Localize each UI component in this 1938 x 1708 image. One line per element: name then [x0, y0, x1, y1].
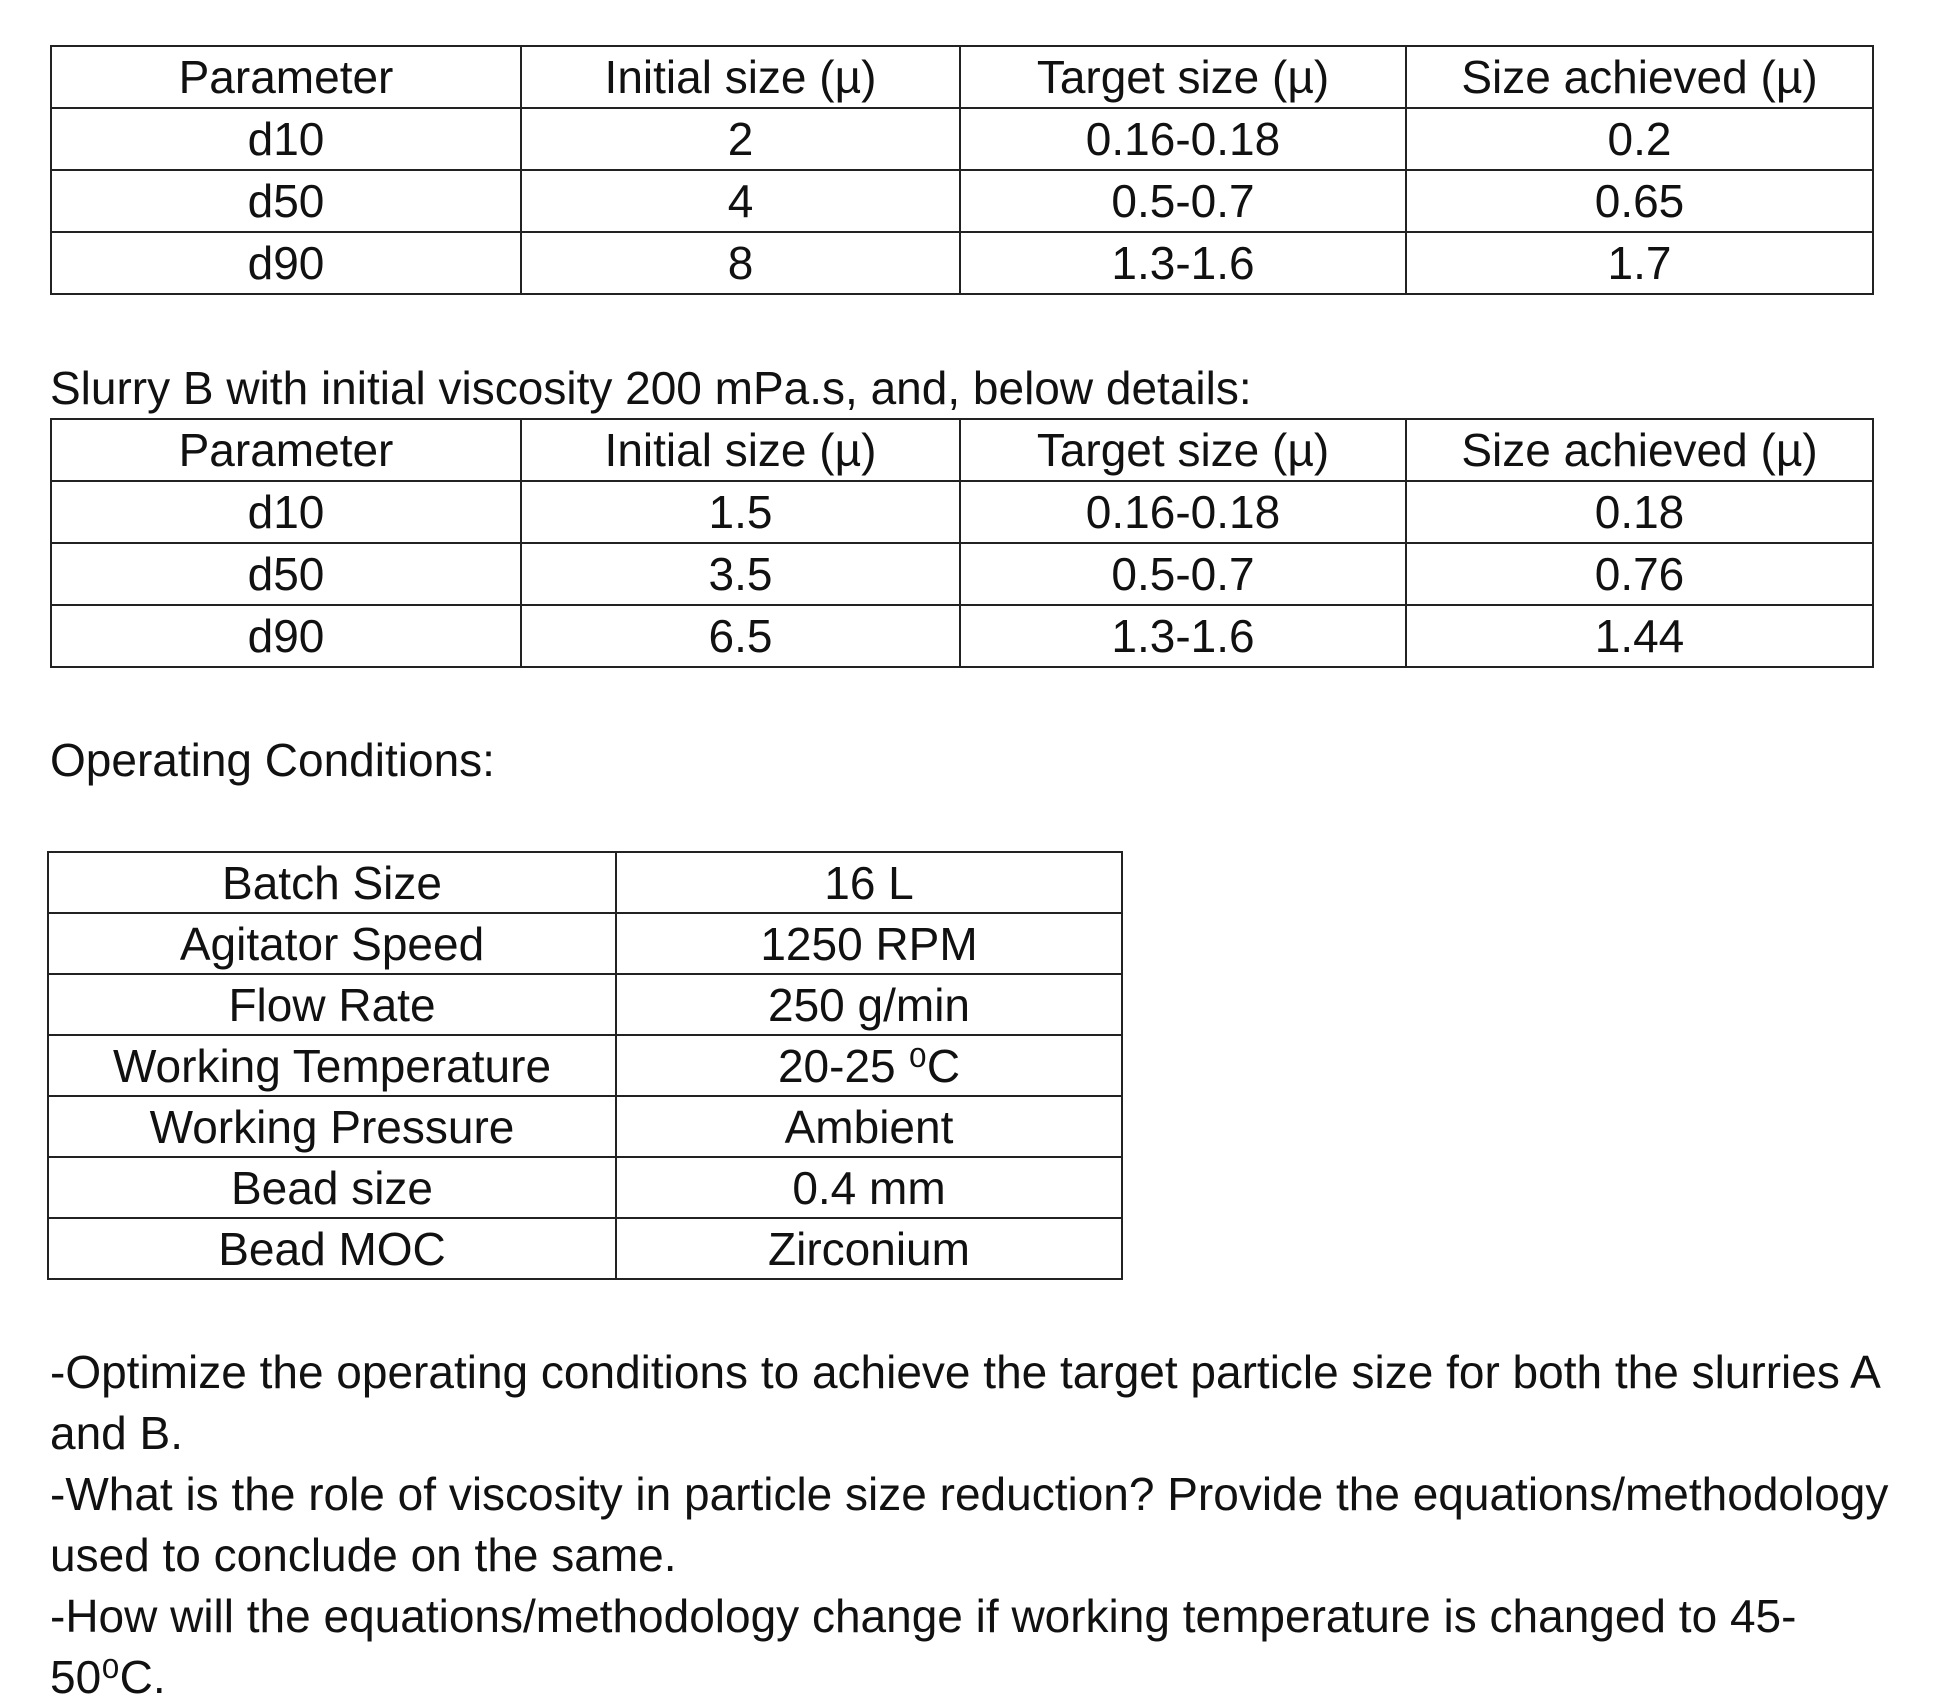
header-parameter: Parameter	[51, 46, 521, 108]
condition-label: Batch Size	[48, 852, 616, 913]
condition-label: Bead MOC	[48, 1218, 616, 1279]
question-1: -Optimize the operating conditions to achieve the target particle size for both the slurries A and B.	[50, 1346, 1879, 1459]
slurry-b-table	[50, 418, 1874, 668]
cell-target-size: 0.5-0.7	[960, 170, 1406, 232]
cell-size-achieved: 1.44	[1406, 605, 1873, 667]
condition-value: 20-25 ⁰C	[616, 1035, 1122, 1096]
cell-initial-size: 6.5	[521, 605, 960, 667]
table-row	[48, 913, 1122, 974]
table-row	[51, 232, 1873, 294]
condition-label: Flow Rate	[48, 974, 616, 1035]
header-size-achieved: Size achieved (µ)	[1406, 419, 1873, 481]
question-3: -How will the equations/methodology change if working temperature is changed to 45-50⁰C.	[50, 1590, 1797, 1703]
header-size-achieved: Size achieved (µ)	[1406, 46, 1873, 108]
header-target-size: Target size (µ)	[960, 419, 1406, 481]
header-parameter: Parameter	[51, 419, 521, 481]
condition-value: 1250 RPM	[616, 913, 1122, 974]
cell-size-achieved: 0.65	[1406, 170, 1873, 232]
table-row	[51, 170, 1873, 232]
condition-value: Ambient	[616, 1096, 1122, 1157]
cell-target-size: 1.3-1.6	[960, 605, 1406, 667]
cell-target-size: 0.5-0.7	[960, 543, 1406, 605]
cell-parameter: d90	[51, 605, 521, 667]
operating-conditions-table	[47, 851, 1123, 1280]
cell-parameter: d50	[51, 170, 521, 232]
question-2: -What is the role of viscosity in particle size reduction? Provide the equations/methodology used to conclude on the same.	[50, 1468, 1889, 1581]
header-initial-size: Initial size (µ)	[521, 419, 960, 481]
table-row	[51, 481, 1873, 543]
condition-label: Working Temperature	[48, 1035, 616, 1096]
questions-block	[50, 1342, 1910, 1708]
table-row	[48, 1096, 1122, 1157]
table-row	[51, 605, 1873, 667]
table-row	[48, 1157, 1122, 1218]
table-header-row	[51, 419, 1873, 481]
cell-size-achieved: 0.18	[1406, 481, 1873, 543]
condition-label: Agitator Speed	[48, 913, 616, 974]
header-target-size: Target size (µ)	[960, 46, 1406, 108]
cell-size-achieved: 0.76	[1406, 543, 1873, 605]
cell-parameter: d10	[51, 481, 521, 543]
slurry-a-table	[50, 45, 1874, 295]
condition-value: 0.4 mm	[616, 1157, 1122, 1218]
condition-label: Working Pressure	[48, 1096, 616, 1157]
header-initial-size: Initial size (µ)	[521, 46, 960, 108]
cell-parameter: d90	[51, 232, 521, 294]
table-row	[48, 1035, 1122, 1096]
table-row	[51, 543, 1873, 605]
condition-value: Zirconium	[616, 1218, 1122, 1279]
cell-parameter: d10	[51, 108, 521, 170]
cell-target-size: 0.16-0.18	[960, 108, 1406, 170]
cell-target-size: 0.16-0.18	[960, 481, 1406, 543]
cell-initial-size: 8	[521, 232, 960, 294]
condition-value: 16 L	[616, 852, 1122, 913]
operating-conditions-heading: Operating Conditions:	[50, 734, 495, 786]
cell-initial-size: 2	[521, 108, 960, 170]
cell-size-achieved: 1.7	[1406, 232, 1873, 294]
cell-parameter: d50	[51, 543, 521, 605]
cell-size-achieved: 0.2	[1406, 108, 1873, 170]
table-row	[48, 852, 1122, 913]
cell-target-size: 1.3-1.6	[960, 232, 1406, 294]
table-header-row	[51, 46, 1873, 108]
table-row	[51, 108, 1873, 170]
cell-initial-size: 1.5	[521, 481, 960, 543]
cell-initial-size: 3.5	[521, 543, 960, 605]
condition-value: 250 g/min	[616, 974, 1122, 1035]
cell-initial-size: 4	[521, 170, 960, 232]
table-row	[48, 1218, 1122, 1279]
table-row	[48, 974, 1122, 1035]
slurry-b-caption: Slurry B with initial viscosity 200 mPa.s, and, below details:	[50, 362, 1252, 414]
condition-label: Bead size	[48, 1157, 616, 1218]
